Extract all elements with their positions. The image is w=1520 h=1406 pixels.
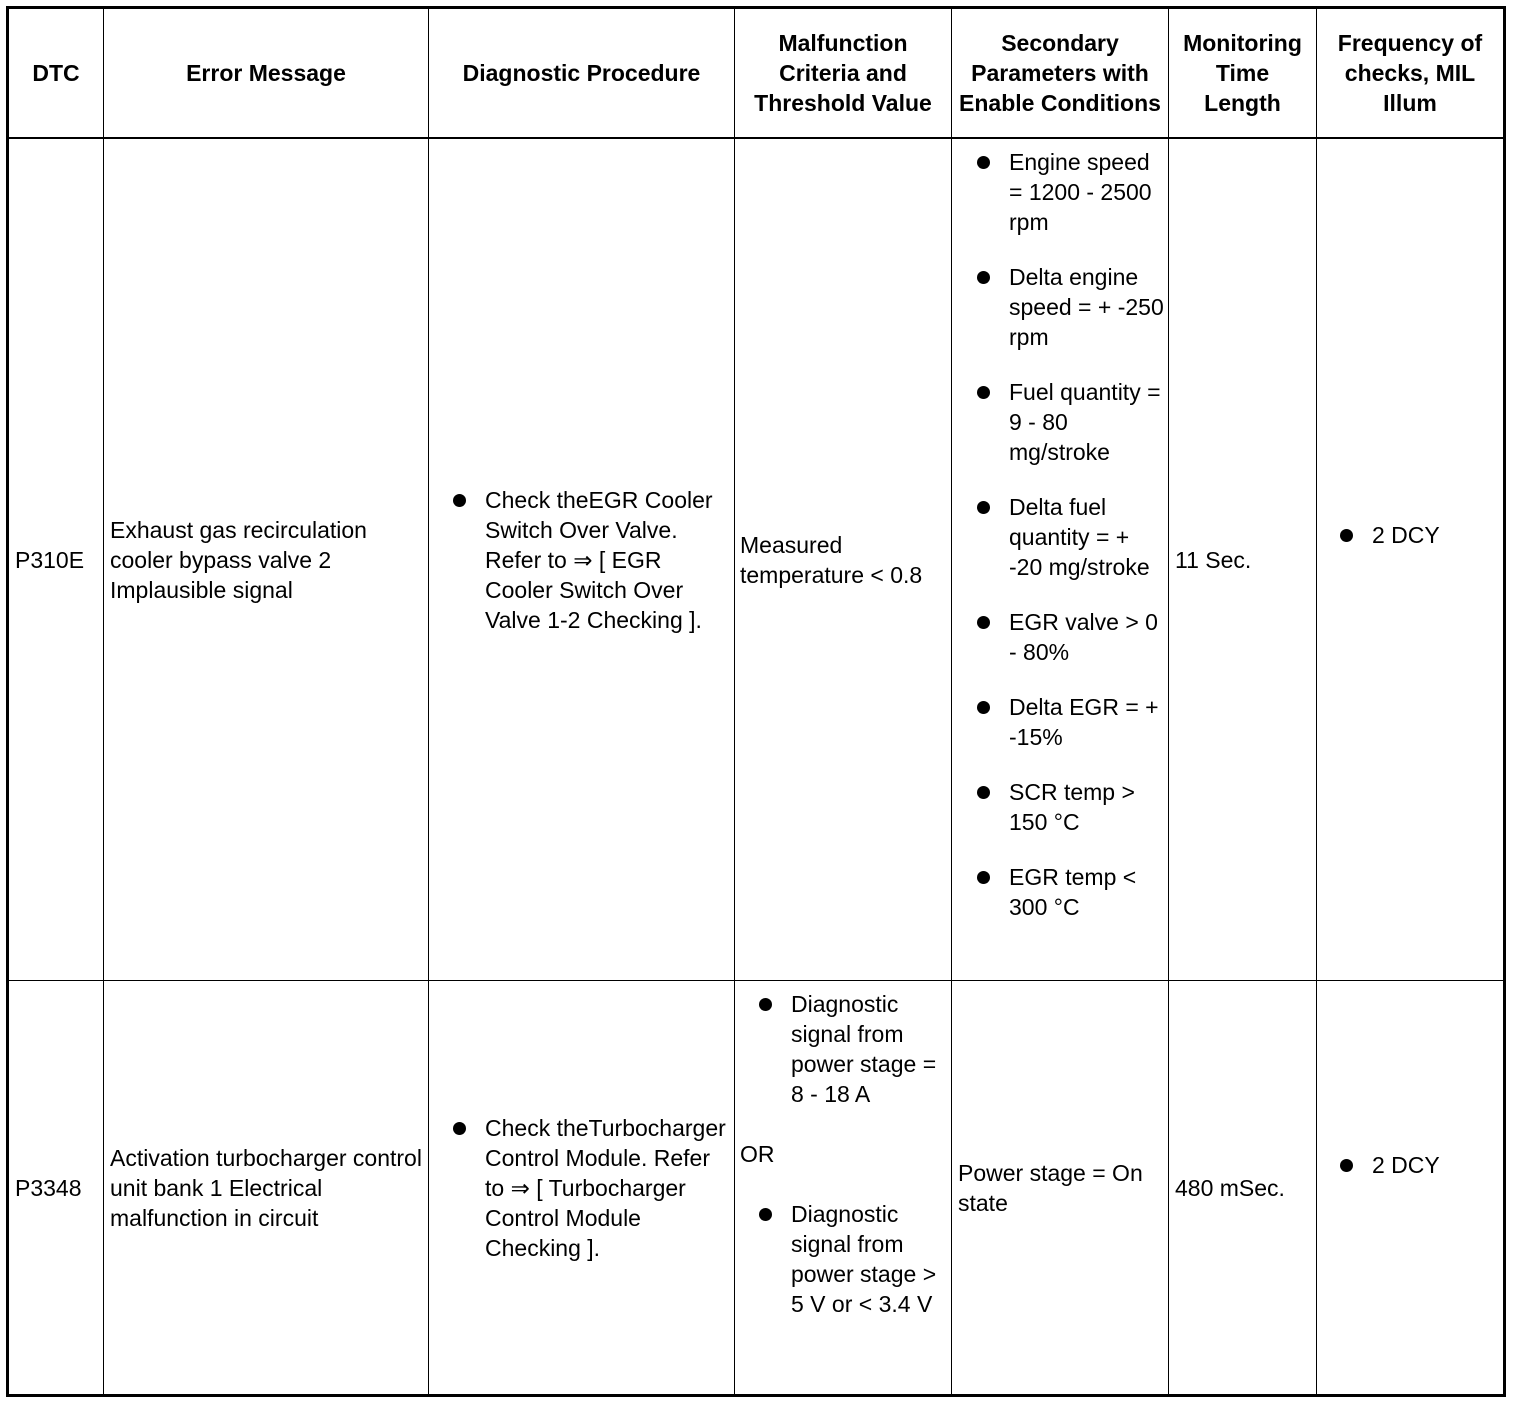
frequency	[1338, 1150, 1503, 1180]
criteria-or: OR	[740, 1141, 775, 1167]
secondary-parameter-item: SCR temp > 150 °C	[975, 777, 1167, 837]
secondary-parameter-item: Fuel quantity = 9 - 80 mg/stroke	[975, 377, 1167, 467]
diagnostic-procedure	[451, 139, 731, 980]
dtc-code: P310E	[15, 546, 85, 573]
malfunction-criteria	[740, 989, 950, 1319]
header-malfunction-criteria: Malfunction Criteria and Threshold Value	[754, 30, 932, 116]
criteria-item: Diagnostic signal from power stage > 5 V or < 3.4 V	[757, 1199, 950, 1319]
column-divider	[428, 9, 429, 1394]
secondary-parameter-item: Delta engine speed = + -250 rpm	[975, 262, 1167, 352]
header-dtc: DTC	[32, 60, 80, 86]
dtc-code: P3348	[15, 1175, 82, 1201]
header-secondary-parameters: Secondary Parameters with Enable Conditions	[959, 30, 1161, 116]
header-monitoring-time: Monitoring Time Length	[1183, 30, 1302, 116]
header-diagnostic-procedure: Diagnostic Procedure	[462, 60, 701, 86]
procedure-item: Check theTurbocharger Control Module. Refer to ⇒ [ Turbocharger Control Module Checking ].	[451, 1113, 731, 1263]
error-message: Exhaust gas recirculation cooler bypass valve 2 Implausible signal	[110, 516, 367, 603]
column-divider	[951, 9, 952, 1394]
column-divider	[1316, 9, 1317, 1394]
malfunction-criteria: Measured temperature < 0.8	[740, 531, 923, 588]
frequency-item: 2 DCY	[1338, 1150, 1503, 1180]
secondary-parameter-item: Delta fuel quantity = + -20 mg/stroke	[975, 492, 1167, 582]
criteria-item: Diagnostic signal from power stage = 8 - 18 A	[757, 989, 950, 1109]
secondary-parameter-item: EGR temp < 300 °C	[975, 862, 1167, 922]
frequency-item: 2 DCY	[1338, 520, 1503, 550]
header-error-message: Error Message	[186, 60, 346, 86]
secondary-parameters: Power stage = On state	[958, 1160, 1143, 1216]
secondary-parameters	[975, 147, 1167, 922]
monitoring-time: 11 Sec.	[1175, 546, 1252, 573]
secondary-parameter-item: Delta EGR = + -15%	[975, 692, 1167, 752]
error-message: Activation turbocharger control unit bank 1 Electrical malfunction in circuit	[110, 1145, 422, 1231]
secondary-parameter-item: Engine speed = 1200 - 2500 rpm	[975, 147, 1167, 237]
column-divider	[1168, 9, 1169, 1394]
secondary-parameter-item: EGR valve > 0 - 80%	[975, 607, 1167, 667]
column-divider	[103, 9, 104, 1394]
frequency	[1338, 520, 1503, 550]
diagnostic-table	[6, 6, 1506, 1397]
column-divider	[734, 9, 735, 1394]
header-frequency: Frequency of checks, MIL Illum	[1337, 30, 1483, 116]
monitoring-time: 480 mSec.	[1175, 1175, 1285, 1201]
procedure-item: Check theEGR Cooler Switch Over Valve. Refer to ⇒ [ EGR Cooler Switch Over Valve 1-2 Checking ].	[451, 485, 731, 635]
diagnostic-procedure	[451, 981, 731, 1395]
